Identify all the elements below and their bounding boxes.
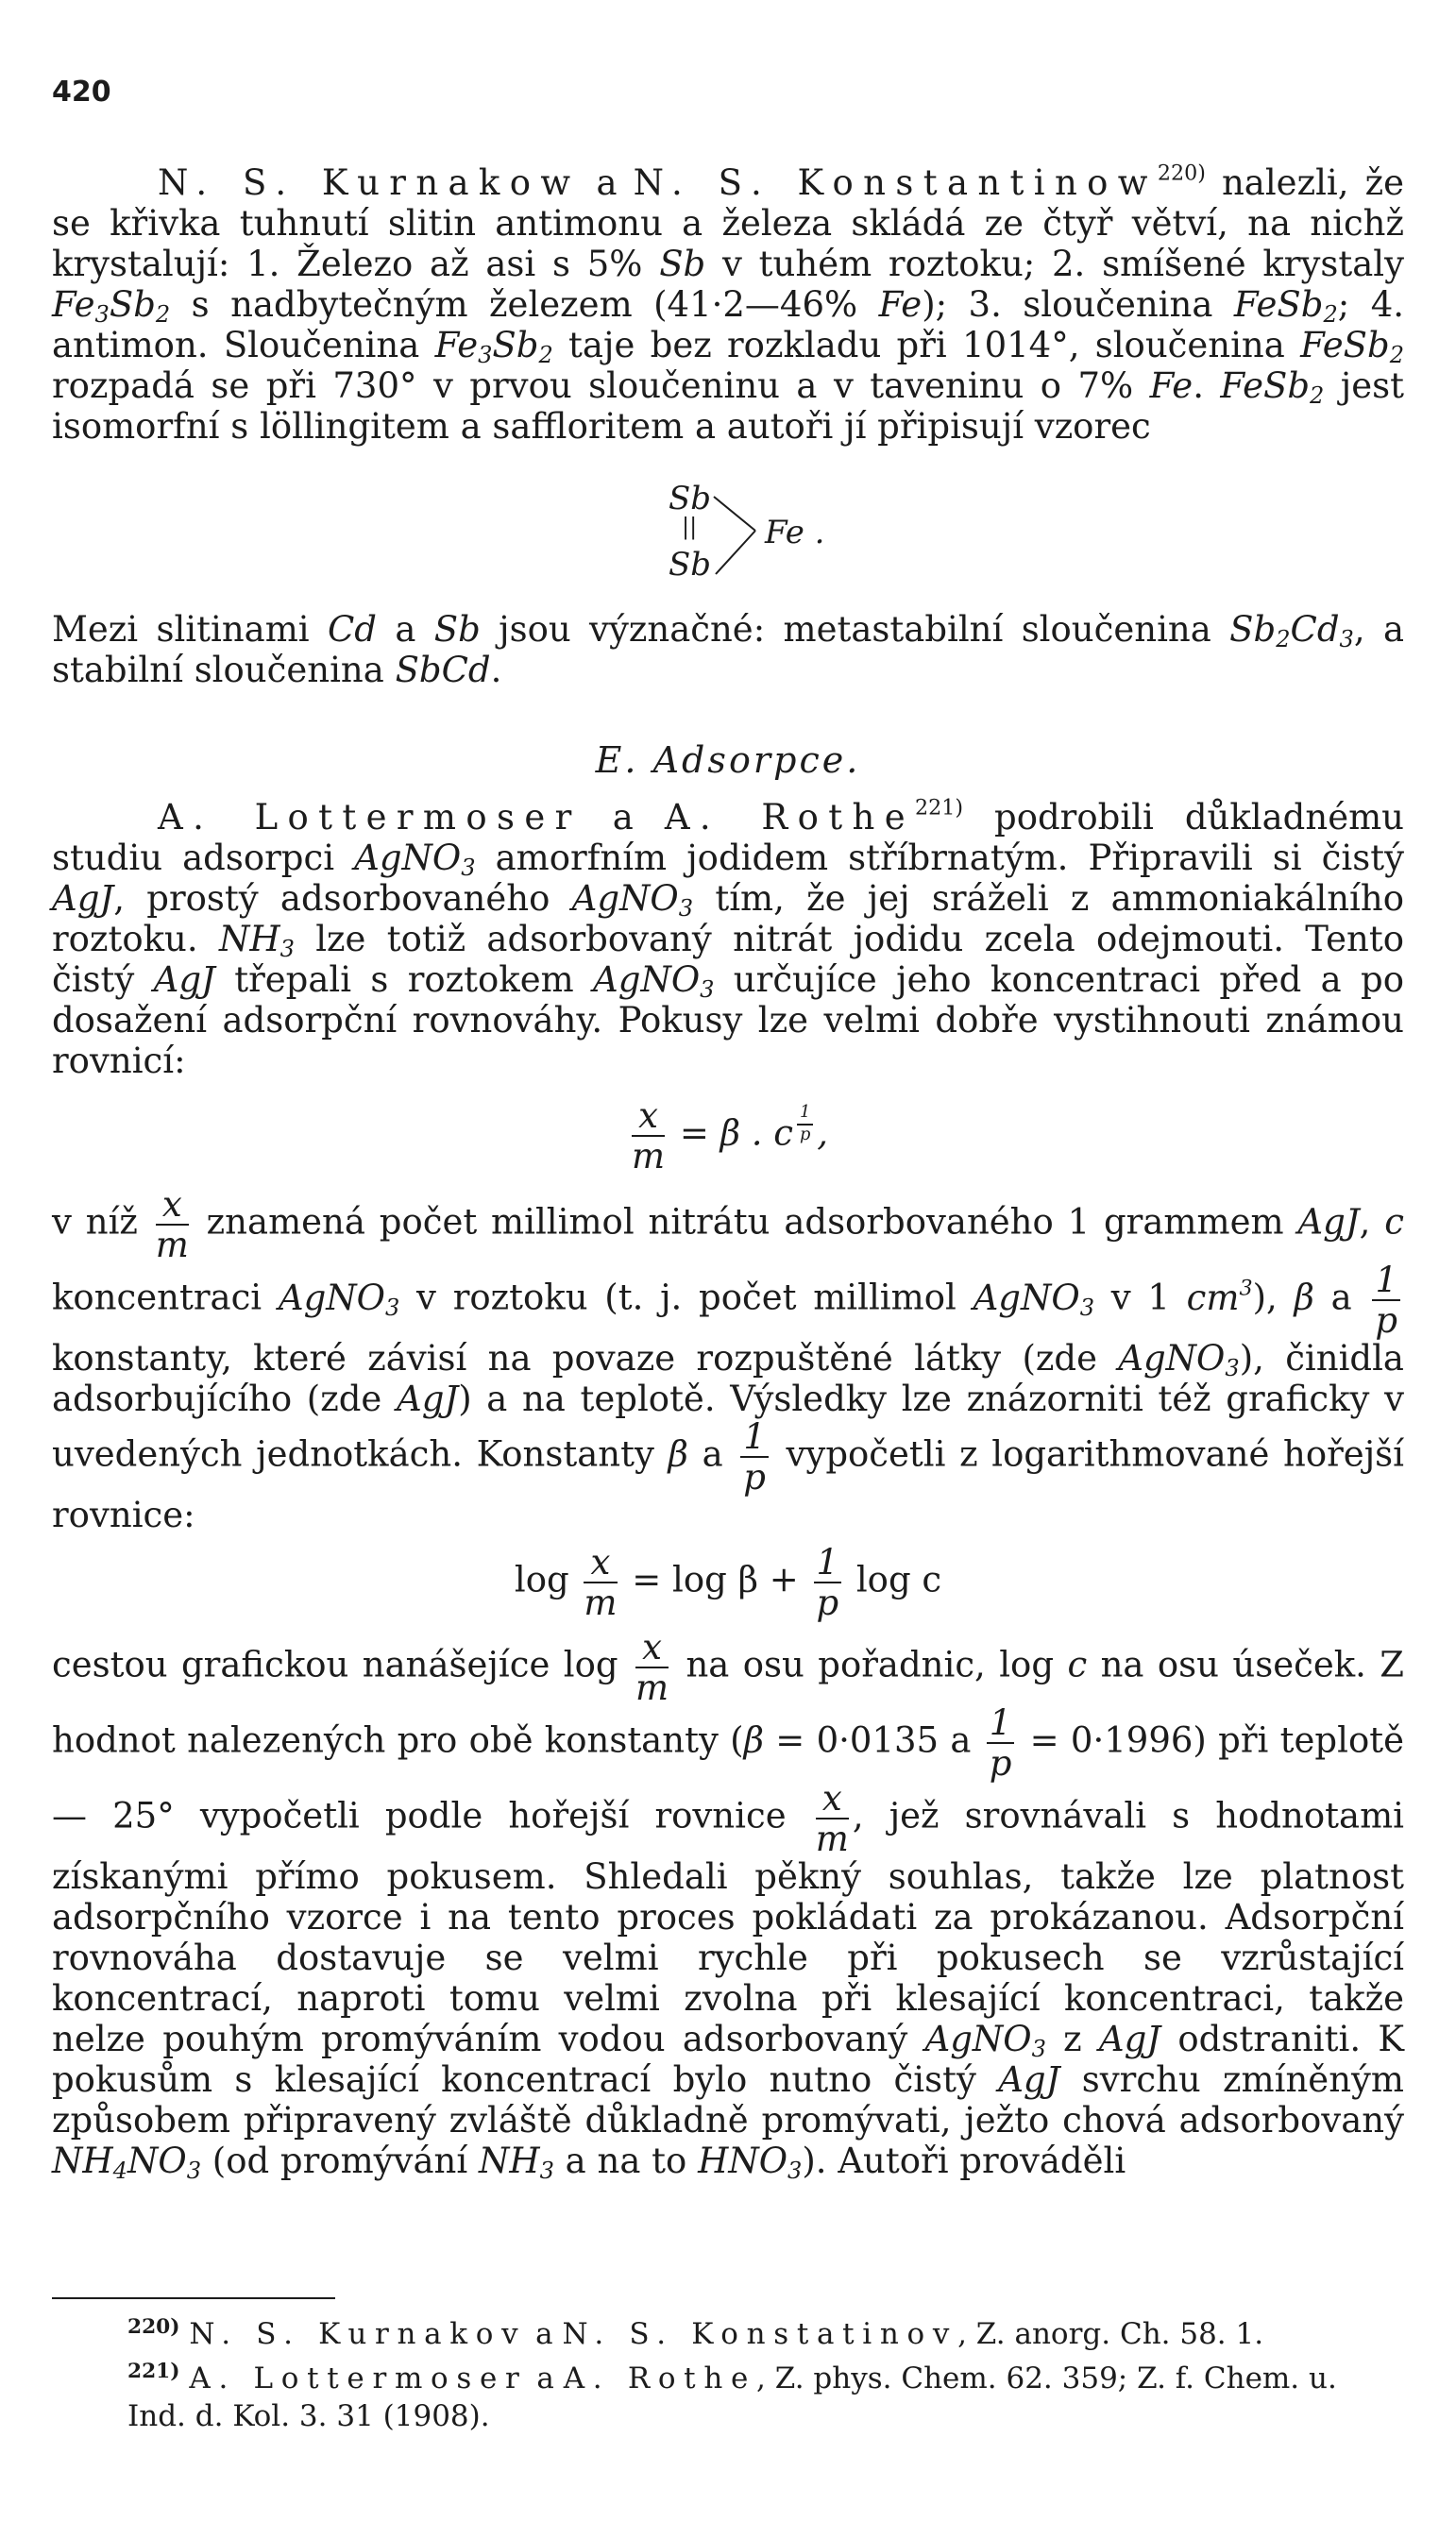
- paragraph-2: Mezi slitinami Cd a Sb jsou význačné: metastabilní sloučenina $Sb_2Cd_3$, a stabilní sloučenina SbCd.: [52, 609, 1404, 690]
- footnote: $^{221)}$ A. Lottermoser a A. Rothe, Z. phys. Chem. 62. 359; Z. f. Chem. u. Ind. d. Kol. 3. 31 (1908).: [127, 2359, 1337, 2433]
- footnote-ref: 221): [914, 795, 963, 821]
- paragraph-3: A. Lottermoser a A. Rothe$^{221)}$ podrobili důkladnému studiu adsorpci AgNO$_3$ amorfním jodidem stříbrnatým. Připravili si čistý AgJ, prostý adsorbovaného AgNO$_3$ tím, že jej sráželi z ammoniakálního roztoku. $NH_3$ lze totiž adsorbovaný nitrát jodidu zcela odejmouti. Tento čistý AgJ třepali s roztokem AgNO$_3$ určujíce jeho koncentraci před a po dosažení adsorpční rovnováhy. Pokusy lze velmi dobře vystihnouti známou rovnicí: $\frac{x}{m}$ = β . c $^{\frac{1}{p}}$ , v níž $\frac{x}{m}$ znamená počet millimol nitrátu adsorbovaného 1 grammem AgJ, c koncentraci AgNO$_3$ v roztoku (t. j. počet millimol AgNO$_3$ v 1 $cm^3$), β a $\frac{1}{p}$ konstanty, které závisí na povaze rozpuštěné látky (zde AgNO$_3$), činidla adsorbujícího (zde AgJ) a na teplotě. Výsledky lze znázorniti též graficky v uvedených jednotkách. Konstanty β a $\frac{1}{p}$ vypočetli z logarithmované hořejší rovnice: log $\frac{x}{m}$ = log β + $\frac{1}{p}$ log c cestou grafickou nanášejíce log $\frac{x}{m}$ na osu pořadnic, log c na osu úseček. Z hodnot nalezených pro obě konstanty (β = 0·0135 a $\frac{1}{p}$ = 0·1996) při teplotě — 25° vypočetli podle hořejší rovnice $\frac{x}{m}$ , jež srovnávali s hodnotami získanými přímo pokusem. Shledali pěkný souhlas, takže lze platnost adsorpčního vzorce i na tento proces pokládati za prokázanou. Adsorpční rovnováha dostavuje se velmi rychle při pokusech se vzrůstající koncentrací, naproti tomu velmi zvolna při klesající koncentraci, takže nelze pouhým promýváním vodou adsorbovaný AgNO$_3$ z AgJ odstraniti. K pokusům s klesající koncentrací bylo nutno čistý AgJ svrchu zmíněným způsobem připravený zvláště důkladně promývati, ježto chová adsorbovaný $NH_4NO_3$ (od promývání $NH_3$ a na to $HNO_3$). Autoři prováděli: [52, 795, 1405, 2184]
- footnote-divider: [52, 2297, 335, 2299]
- formula-atom: Fe .: [765, 514, 825, 551]
- author-name: N. S. Kurnakow: [158, 162, 581, 203]
- structural-formula: [661, 480, 869, 593]
- author-name: A. Lottermoser: [158, 797, 582, 838]
- author-name: A. Rothe: [664, 797, 915, 838]
- author-name: N. S. Konstantinow: [633, 162, 1158, 203]
- formula-atom: Sb: [669, 546, 712, 584]
- formula-bond: ||: [682, 514, 698, 540]
- footnote: $^{220)}$ N. S. Kurnakov a N. S. Konstatinov, Z. anorg. Ch. 58. 1.: [127, 2315, 1264, 2351]
- equation-2: log $\frac{x}{m}$ = log β + $\frac{1}{p}$ log c: [514, 1542, 942, 1623]
- formula-atom: Sb: [669, 480, 712, 517]
- footnotes: [52, 2309, 1404, 2435]
- section-heading: E. Adsorpce.: [595, 739, 861, 781]
- paragraph-1: N. S. Kurnakow a N. S. Konstantinow$^{220)}$ nalezli, že se křivka tuhnutí slitin antimonu a železa skládá ze čtyř větví, na nichž krystalují: 1. Železo až asi s 5% Sb v tuhém roztoku; 2. smíšené krystaly $Fe_3Sb_2$ s nadbytečným železem (41·2—46% Fe); 3. sloučenina FeSb$_2$; 4. antimon. Sloučenina $Fe_3Sb_2$ taje bez rozkladu při 1014°, sloučenina FeSb$_2$ rozpadá se při 730° v prvou sloučeninu a v taveninu o 7% Fe. FeSb$_2$ jest isomorfní s löllingitem a saffloritem a autoři jí připisují vzorec: [52, 161, 1405, 447]
- footnote-ref: 220): [1157, 161, 1206, 186]
- page-number: 420: [52, 76, 111, 109]
- equation-1: $\frac{x}{m}$ = β . c $^{\frac{1}{p}}$ ,: [631, 1095, 829, 1176]
